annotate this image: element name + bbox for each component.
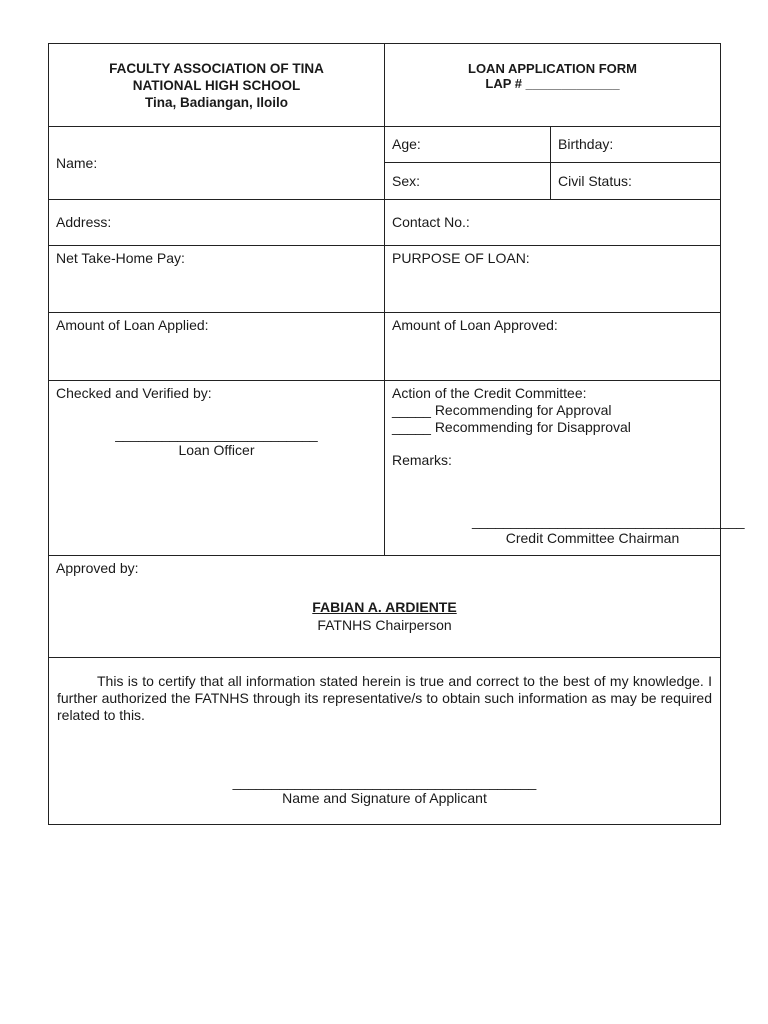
- form-title-cell: [385, 44, 721, 127]
- org-address: Tina, Badiangan, Iloilo: [144, 95, 288, 110]
- applicant-signature-label: Name and Signature of Applicant: [282, 790, 487, 806]
- loan-officer-title: Loan Officer: [178, 442, 255, 458]
- remarks-label: Remarks:: [392, 452, 452, 468]
- disapproval-option[interactable]: _____ Recommending for Disapproval: [392, 419, 631, 435]
- birthday-label: Birthday:: [558, 136, 614, 152]
- civil-status-label: Civil Status:: [558, 172, 632, 189]
- certification-cell: [49, 658, 721, 825]
- amount-applied-label: Amount of Loan Applied:: [56, 317, 209, 333]
- lap-number-field[interactable]: LAP # _____________: [485, 76, 620, 91]
- org-header-cell: [49, 44, 385, 127]
- applicant-signature-line[interactable]: _______________________________________: [232, 774, 537, 790]
- org-name-line1: FACULTY ASSOCIATION OF TINA: [109, 61, 324, 76]
- sex-label: Sex:: [392, 172, 421, 189]
- approver-title: FATNHS Chairperson: [317, 617, 452, 633]
- approved-by-label: Approved by:: [56, 560, 139, 576]
- net-pay-field[interactable]: [49, 246, 385, 313]
- amount-approved-field[interactable]: [385, 313, 721, 381]
- certification-text: This is to certify that all information stated herein is true and correct to the best of my knowledge. I further authorized the FATNHS through its representative/s to obtain such information as may be required related to this.: [57, 673, 712, 723]
- name-field[interactable]: [49, 127, 385, 200]
- amount-approved-label: Amount of Loan Approved:: [392, 317, 558, 333]
- approval-option[interactable]: _____ Recommending for Approval: [392, 402, 612, 418]
- civil-status-field[interactable]: [551, 163, 721, 200]
- contact-field[interactable]: [385, 200, 721, 246]
- loan-officer-signature-line[interactable]: __________________________: [115, 426, 318, 442]
- committee-chair-title: Credit Committee Chairman: [505, 530, 680, 546]
- committee-chair-signature-line[interactable]: ___________________________________: [472, 513, 745, 529]
- form-title: LOAN APPLICATION FORM: [468, 61, 637, 76]
- committee-action-label: Action of the Credit Committee:: [392, 385, 587, 401]
- amount-applied-field[interactable]: [49, 313, 385, 381]
- sex-field[interactable]: [385, 163, 551, 200]
- birthday-field[interactable]: [551, 127, 721, 163]
- net-pay-label: Net Take-Home Pay:: [56, 250, 185, 266]
- age-label: Age:: [392, 136, 421, 152]
- approver-name: FABIAN A. ARDIENTE: [312, 599, 457, 615]
- org-name-line2: NATIONAL HIGH SCHOOL: [132, 78, 301, 93]
- purpose-field[interactable]: [385, 246, 721, 313]
- approval-cell: [49, 556, 721, 658]
- purpose-label: PURPOSE OF LOAN:: [392, 250, 530, 266]
- checked-by-label: Checked and Verified by:: [56, 385, 212, 401]
- verification-cell: [49, 381, 385, 556]
- contact-label: Contact No.:: [392, 214, 470, 230]
- age-field[interactable]: [385, 127, 551, 163]
- address-label: Address:: [56, 214, 112, 230]
- address-field[interactable]: [49, 200, 385, 246]
- committee-cell: [385, 381, 745, 556]
- name-label: Name:: [56, 154, 98, 171]
- loan-application-form: [48, 43, 745, 825]
